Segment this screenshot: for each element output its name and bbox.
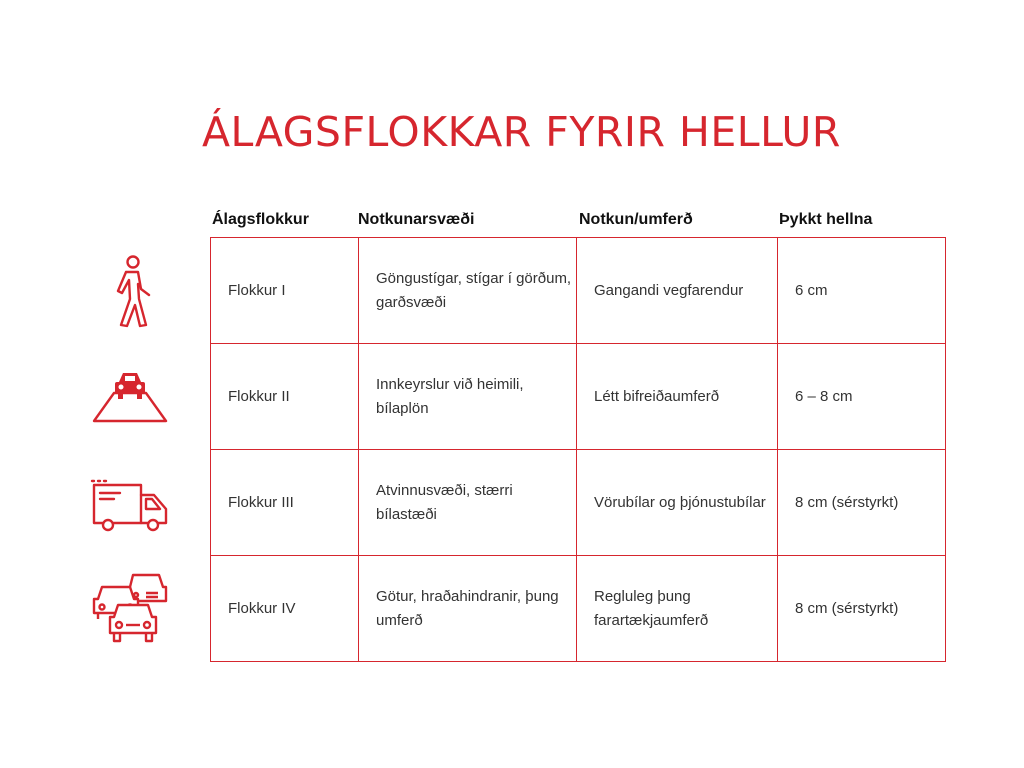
cell-flokkur: Flokkur I [211,238,359,344]
cell-thykkt: 8 cm (sérstyrkt) [778,450,946,556]
header-thykkt-hellna: Þykkt hellna [779,211,873,228]
cell-thykkt: 6 – 8 cm [778,344,946,450]
cell-umferd: Regluleg þung farartækjaumferð [577,556,778,662]
cell-svaedi: Göngustígar, stígar í görðum, garðsvæði [359,238,577,344]
pedestrian-icon [86,247,174,335]
cell-svaedi: Innkeyrslur við heimili, bílaplön [359,344,577,450]
table-row [211,556,946,662]
cell-flokkur: Flokkur II [211,344,359,450]
table-row [211,238,946,344]
load-class-table [210,237,946,662]
cell-umferd: Gangandi vegfarendur [577,238,778,344]
traffic-cars-icon [86,565,174,653]
cell-thykkt: 6 cm [778,238,946,344]
header-notkun-umferd: Notkun/umferð [579,211,693,228]
car-on-driveway-icon [86,353,174,441]
cell-flokkur: Flokkur IV [211,556,359,662]
table-row [211,344,946,450]
cell-flokkur: Flokkur III [211,450,359,556]
page-title: ÁLAGSFLOKKAR FYRIR HELLUR [202,108,841,156]
cell-svaedi: Götur, hraðahindranir, þung umferð [359,556,577,662]
table-row [211,450,946,556]
header-notkunarsvaedi: Notkunarsvæði [358,211,475,228]
cell-thykkt: 8 cm (sérstyrkt) [778,556,946,662]
delivery-truck-icon [86,459,174,547]
cell-svaedi: Atvinnusvæði, stærri bílastæði [359,450,577,556]
cell-umferd: Létt bifreiðaumferð [577,344,778,450]
header-alagsflokkur: Álagsflokkur [212,211,309,228]
cell-umferd: Vörubílar og þjónustubílar [577,450,778,556]
